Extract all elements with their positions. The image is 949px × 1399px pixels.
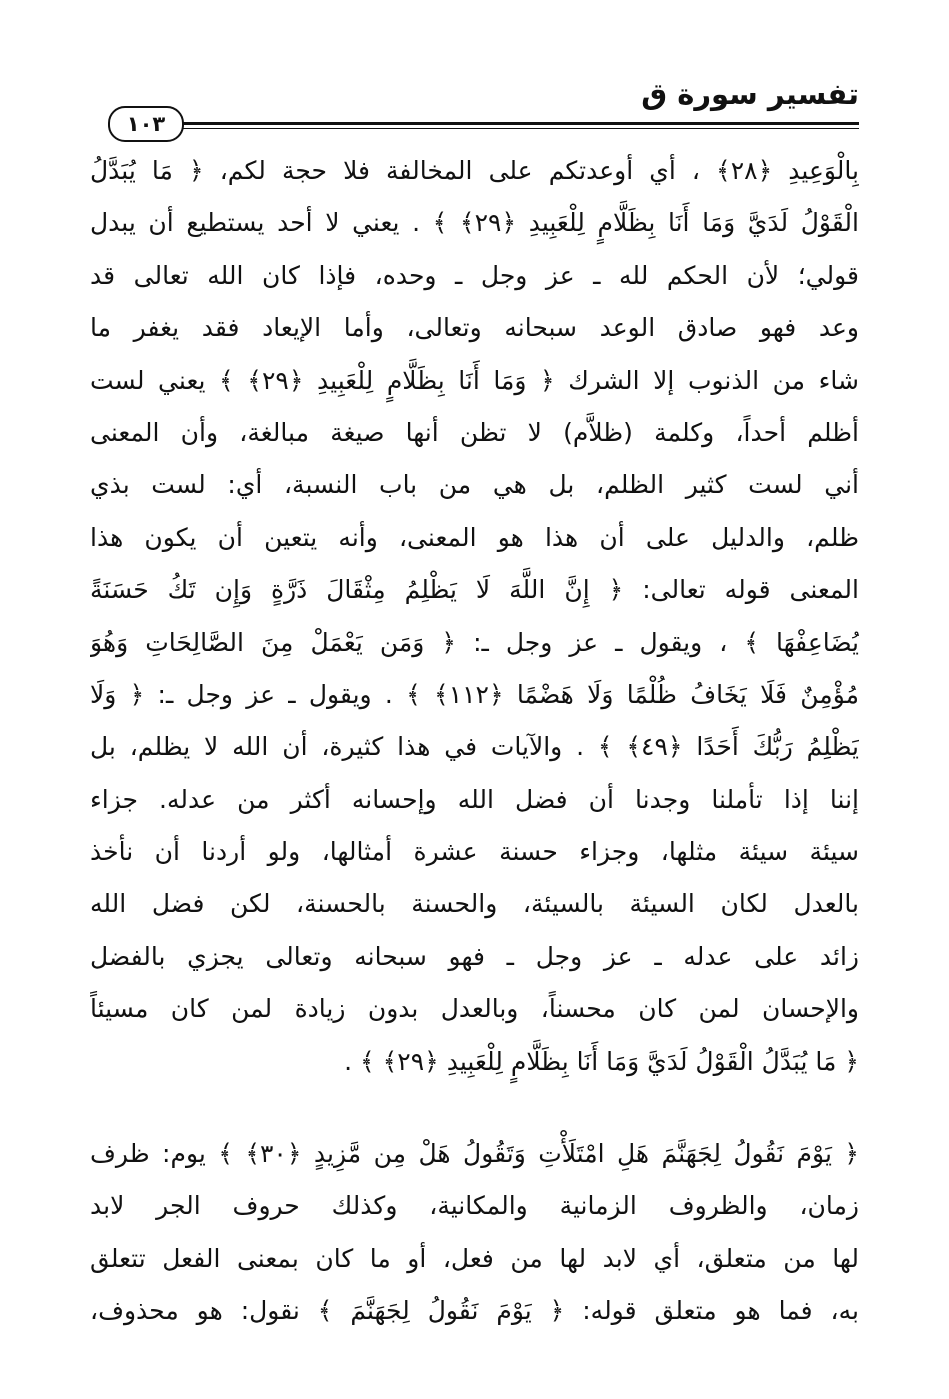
text-line: بالعدل لكان السيئة بالسيئة، والحسنة بالحسنة، لكن فضل الله [90, 889, 859, 919]
text-line: ظلم، والدليل على أن هذا هو المعنى، وأنه يتعين أن يكون هذا [90, 522, 859, 552]
text-line: وعد فهو صادق الوعد سبحانه وتعالى، وأما الإيعاد فقد يغفر ما [90, 313, 859, 343]
text-line: لها من متعلق، أي لابد لها من فعل، أو ما كان بمعنى الفعل تتعلق [90, 1243, 859, 1273]
text-line: أني لست كثير الظلم، بل هي من باب النسبة، أي: لست بذي [90, 470, 859, 500]
paragraph [90, 1128, 859, 1338]
text-line: بِالْوَعِيدِ ﴿٢٨﴾ ، أي أوعدتكم على المخالفة فلا حجة لكم، ﴿ مَا يُبَدَّلُ [90, 156, 859, 185]
running-title: تفسير سورة ق [641, 77, 859, 111]
page-number: ١٠٣ [108, 106, 184, 142]
text-line: يَظْلِمُ رَبُّكَ أَحَدًا ﴿٤٩﴾ ﴾ . والآيات في هذا كثيرة، أن الله لا يظلم، بل [90, 732, 859, 762]
text-line: الْقَوْلُ لَدَيَّ وَمَا أَنَا بِظَلَّامٍ لِلْعَبِيدِ ﴿٢٩﴾ ﴾ . يعني لا أحد يستطيع أن يبدل [90, 208, 859, 238]
text-line: شاء من الذنوب إلا الشرك ﴿ وَمَا أَنَا بِظَلَّامٍ لِلْعَبِيدِ ﴿٢٩﴾ ﴾ يعني لست [90, 365, 859, 395]
header-rule [178, 122, 859, 125]
page-body [90, 145, 859, 1338]
text-line: يُضَاعِفْهَا ﴾ ، ويقول ـ عز وجل ـ: ﴿ وَمَن يَعْمَلْ مِنَ الصَّالِحَاتِ وَهُوَ [90, 627, 859, 657]
text-line: سيئة سيئة مثلها، وجزاء حسنة عشرة أمثالها، ولو أردنا أن نأخذ [90, 837, 859, 867]
paragraph [90, 145, 859, 1088]
page-header [108, 72, 859, 136]
text-line: به، فما هو متعلق قوله: ﴿ يَوْمَ نَقُولُ لِجَهَنَّمَ ﴾ نقول: هو محذوف، [90, 1296, 859, 1326]
header-rule-thin [178, 128, 859, 129]
text-line: زمان، والظروف الزمانية والمكانية، وكذلك حروف الجر لابد [90, 1191, 859, 1221]
text-line: قولي؛ لأن الحكم لله ـ عز وجل ـ وحده، فإذا كان الله تعالى قد [90, 260, 859, 290]
text-line: إننا إذا تأملنا وجدنا أن فضل الله وإحسانه أكثر من عدله. جزاء [90, 784, 859, 814]
text-line: المعنى قوله تعالى: ﴿ إِنَّ اللَّهَ لَا يَظْلِمُ مِثْقَالَ ذَرَّةٍ وَإِن تَكُ حَسَنَةً [90, 575, 859, 605]
text-line: زائد على عدله ـ عز وجل ـ فهو سبحانه وتعالى يجزي بالفضل [90, 941, 859, 971]
text-line: والإحسان لمن كان محسناً، وبالعدل بدون زيادة لمن كان مسيئاً [90, 994, 859, 1024]
text-line: أظلم أحداً، وكلمة (ظلاَّم) لا تظن أنها صيغة مبالغة، وأن المعنى [90, 417, 859, 447]
text-line: مُؤْمِنٌ فَلَا يَخَافُ ظُلْمًا وَلَا هَضْمًا ﴿١١٢﴾ ﴾ . ويقول ـ عز وجل ـ: ﴿ وَلَا [90, 679, 859, 709]
text-line: ﴿ مَا يُبَدَّلُ الْقَوْلُ لَدَيَّ وَمَا أَنَا بِظَلَّامٍ لِلْعَبِيدِ ﴿٢٩﴾ ﴾ . [344, 1046, 859, 1076]
paragraph-gap [90, 1088, 859, 1128]
text-line: ﴿ يَوْمَ نَقُولُ لِجَهَنَّمَ هَلِ امْتَلَأْتِ وَتَقُولُ هَلْ مِن مَّزِيدٍ ﴿٣٠﴾ ﴾ يوم: ظرف [90, 1139, 859, 1169]
